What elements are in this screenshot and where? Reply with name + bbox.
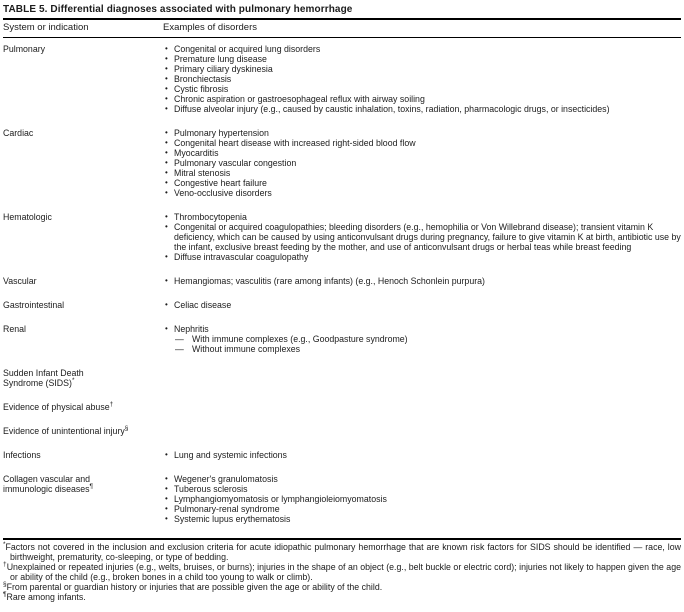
example-text: With immune complexes (e.g., Goodpasture syndrome) <box>192 334 408 344</box>
bullet-marker: • <box>165 64 168 73</box>
bullet-marker: • <box>165 484 168 493</box>
example-text: Wegener's granulomatosis <box>174 474 278 484</box>
table-row <box>3 474 681 524</box>
example-item <box>163 252 681 262</box>
system-cell <box>3 474 163 524</box>
example-item <box>163 450 681 460</box>
example-item <box>163 168 681 178</box>
bullet-marker: • <box>165 44 168 53</box>
table-row <box>3 44 681 114</box>
example-text: Nephritis <box>174 324 209 334</box>
examples-cell <box>163 44 681 114</box>
example-text: Veno-occlusive disorders <box>174 188 272 198</box>
bullet-marker: • <box>165 212 168 221</box>
footnote-text: Rare among infants. <box>6 592 86 602</box>
system-cell <box>3 300 163 310</box>
system-cell <box>3 212 163 262</box>
bullet-marker: • <box>165 324 168 333</box>
bullet-marker: • <box>165 222 168 231</box>
system-cell <box>3 128 163 198</box>
system-label: Hematologic <box>3 212 52 222</box>
table-row <box>3 426 681 436</box>
column-header-examples: Examples of disorders <box>163 22 257 33</box>
bullet-marker: • <box>165 188 168 197</box>
example-item <box>163 222 681 252</box>
system-label: Evidence of unintentional injury§ <box>3 425 129 436</box>
example-text: Celiac disease <box>174 300 232 310</box>
footnote-text: From parental or guardian history or injuries that are possible given the age or ability of the child. <box>6 582 383 592</box>
bullet-marker: • <box>165 148 168 157</box>
table-header-row <box>3 20 681 38</box>
example-item <box>163 138 681 148</box>
example-text: Lung and systemic infections <box>174 450 287 460</box>
system-cell <box>3 324 163 354</box>
bullet-marker: • <box>165 168 168 177</box>
examples-cell <box>163 426 681 436</box>
examples-cell <box>163 368 681 388</box>
example-text: Mitral stenosis <box>174 168 231 178</box>
example-text: Congenital or acquired lung disorders <box>174 44 321 54</box>
example-item <box>163 494 681 504</box>
system-cell <box>3 426 163 436</box>
example-text: Without immune complexes <box>192 344 301 354</box>
table-row <box>3 450 681 460</box>
bullet-marker: • <box>165 494 168 503</box>
table-body <box>3 38 681 524</box>
example-text: Diffuse alveolar injury (e.g., caused by caustic inhalation, toxins, radiation, pharmacologic drugs, or insecticides) <box>174 104 610 114</box>
system-label: Gastrointestinal <box>3 300 65 310</box>
example-item <box>163 128 681 138</box>
system-label: Infections <box>3 450 41 460</box>
footnote-marker: ¶ <box>3 591 7 599</box>
bullet-marker: • <box>165 54 168 63</box>
footnote <box>3 582 681 592</box>
example-item <box>163 94 681 104</box>
footnote-section <box>3 540 681 602</box>
example-text: Systemic lupus erythematosis <box>174 514 291 524</box>
system-cell <box>3 368 163 388</box>
bullet-marker: • <box>165 94 168 103</box>
footnote-text: Unexplained or repeated injuries (e.g., welts, bruises, or burns); injuries in the shape of an object (e.g., belt buckle or electric cord); injuries not likely to happen given the age or ability of the child (e.g., broken bones in a child too young to walk or climb). <box>6 562 681 582</box>
system-label: Cardiac <box>3 128 34 138</box>
examples-cell <box>163 300 681 310</box>
footnote-ref-mark: † <box>109 401 114 409</box>
table-row <box>3 128 681 198</box>
footnote <box>3 562 681 582</box>
bullet-marker: • <box>165 178 168 187</box>
example-item <box>163 44 681 54</box>
example-text: Chronic aspiration or gastroesophageal reflux with airway soiling <box>174 94 425 104</box>
example-item <box>163 514 681 524</box>
example-item <box>163 300 681 310</box>
footnote-ref-mark: § <box>124 425 129 433</box>
example-item <box>163 504 681 514</box>
example-item <box>163 64 681 74</box>
example-text: Hemangiomas; vasculitis (rare among infants) (e.g., Henoch Schonlein purpura) <box>174 276 485 286</box>
example-item <box>163 54 681 64</box>
column-header-system: System or indication <box>3 22 89 33</box>
bullet-marker: • <box>165 158 168 167</box>
example-text: Lymphangiomyomatosis or lymphangioleiomyomatosis <box>174 494 387 504</box>
bullet-marker: • <box>165 104 168 113</box>
dash-marker: — <box>175 334 184 344</box>
footnote-text: Factors not covered in the inclusion and exclusion criteria for acute idiopathic pulmonary hemorrhage that are known risk factors for SIDS should be identified — race, low birthweight, prematurity, co-sleeping, or type of bedding. <box>5 542 681 562</box>
table-row <box>3 402 681 412</box>
bullet-marker: • <box>165 128 168 137</box>
bullet-marker: • <box>165 84 168 93</box>
example-text: Bronchiectasis <box>174 74 232 84</box>
example-text: Cystic fibrosis <box>174 84 229 94</box>
example-text: Congenital or acquired coagulopathies; bleeding disorders (e.g., hemophilia or Von Willebrand disease); transient vitamin K deficiency, which can be caused by using anticonvulsant drugs during pregnancy, failure to give vitamin K at birth, antibiotic use by the infant, exclusive breast feeding by the mother, and use of anticonvulsant drugs or herbal teas while breast feeding <box>174 222 681 252</box>
table-row <box>3 212 681 262</box>
system-label: immunologic diseases¶ <box>3 483 94 494</box>
example-item <box>163 276 681 286</box>
system-label: Evidence of physical abuse† <box>3 401 114 412</box>
table-row <box>3 276 681 286</box>
system-label: Vascular <box>3 276 37 286</box>
system-label: Sudden Infant Death <box>3 368 84 378</box>
system-label: Pulmonary <box>3 44 46 54</box>
example-item <box>163 104 681 114</box>
example-text: Diffuse intravascular coagulopathy <box>174 252 309 262</box>
footnote-ref-mark: * <box>71 377 75 385</box>
bullet-marker: • <box>165 300 168 309</box>
bullet-marker: • <box>165 252 168 261</box>
example-item <box>163 324 681 334</box>
example-text: Pulmonary-renal syndrome <box>174 504 280 514</box>
footnote <box>3 592 681 602</box>
example-item <box>163 178 681 188</box>
examples-cell <box>163 450 681 460</box>
bullet-marker: • <box>165 504 168 513</box>
example-text: Premature lung disease <box>174 54 267 64</box>
footnote-marker: † <box>3 561 7 569</box>
system-cell <box>3 402 163 412</box>
bullet-marker: • <box>165 138 168 147</box>
example-item <box>163 158 681 168</box>
bullet-marker: • <box>165 74 168 83</box>
example-item <box>163 474 681 484</box>
example-text: Tuberous sclerosis <box>174 484 248 494</box>
example-text: Congenital heart disease with increased right-sided blood flow <box>174 138 416 148</box>
examples-cell <box>163 276 681 286</box>
examples-cell <box>163 128 681 198</box>
bullet-marker: • <box>165 450 168 459</box>
system-label: Syndrome (SIDS)* <box>3 377 75 388</box>
bullet-marker: • <box>165 276 168 285</box>
bullet-marker: • <box>165 514 168 523</box>
example-text: Pulmonary vascular congestion <box>174 158 297 168</box>
example-text: Myocarditis <box>174 148 219 158</box>
table-title: TABLE 5. Differential diagnoses associated with pulmonary hemorrhage <box>3 2 681 20</box>
table-row <box>3 368 681 388</box>
example-item <box>175 334 681 344</box>
system-label: Collagen vascular and <box>3 474 91 484</box>
examples-cell <box>163 402 681 412</box>
example-text: Congestive heart failure <box>174 178 267 188</box>
bullet-marker: • <box>165 474 168 483</box>
example-item <box>163 188 681 198</box>
example-text: Primary ciliary dyskinesia <box>174 64 273 74</box>
examples-cell <box>163 324 681 354</box>
examples-cell <box>163 212 681 262</box>
example-text: Thrombocytopenia <box>174 212 247 222</box>
example-item <box>163 484 681 494</box>
system-cell <box>3 276 163 286</box>
example-text: Pulmonary hypertension <box>174 128 269 138</box>
example-item <box>163 148 681 158</box>
example-item <box>163 84 681 94</box>
footnote-marker: * <box>3 541 6 549</box>
system-cell <box>3 450 163 460</box>
footnote-marker: § <box>3 581 7 589</box>
example-item <box>163 212 681 222</box>
footnote <box>3 542 681 562</box>
system-cell <box>3 44 163 114</box>
example-item <box>175 344 681 354</box>
table-row <box>3 324 681 354</box>
example-item <box>163 74 681 84</box>
dash-marker: — <box>175 344 184 354</box>
system-label: Renal <box>3 324 26 334</box>
table-row <box>3 300 681 310</box>
footnote-ref-mark: ¶ <box>89 483 94 491</box>
examples-cell <box>163 474 681 524</box>
